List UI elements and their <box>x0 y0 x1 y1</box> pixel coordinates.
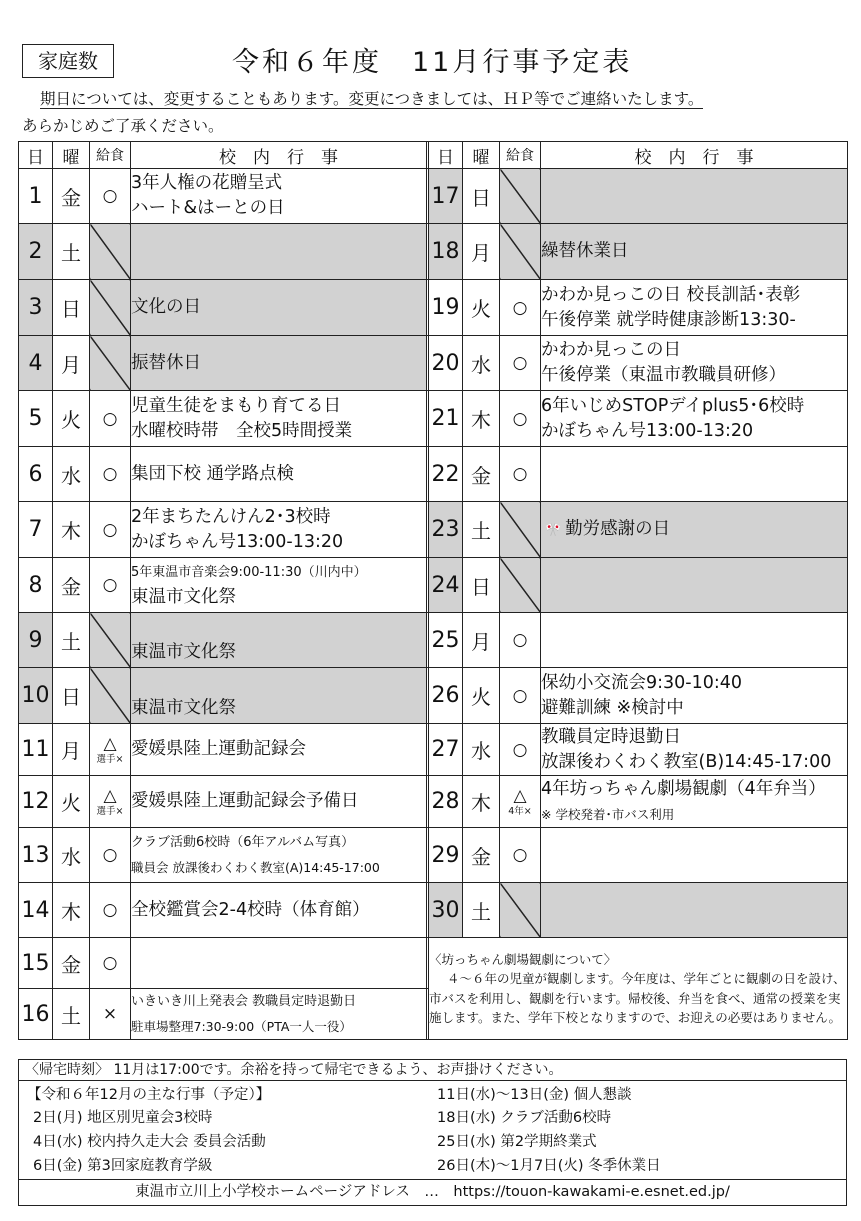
notice-line-1: 期日については、変更することもあります。変更につきましては、ＨＰ等でご連絡いたします。 <box>40 90 704 108</box>
lunch-cell <box>90 828 131 883</box>
document-label: 家庭数 <box>22 44 114 78</box>
weekday: 金 <box>53 558 90 613</box>
lunch-mark: △ <box>103 733 117 754</box>
lunch-mark: ○ <box>512 353 528 373</box>
event-text: 勤労感謝の日 <box>565 518 671 539</box>
lunch-cell <box>500 828 541 883</box>
calendar-row <box>19 613 848 668</box>
calendar-row <box>19 724 848 776</box>
event-line-1: 保幼小交流会9:30-10:40 <box>541 672 743 693</box>
day-number: 9 <box>19 613 53 668</box>
lunch-mark: ○ <box>102 186 118 206</box>
day-number: 8 <box>19 558 53 613</box>
event-cell <box>541 447 848 502</box>
day-number: 2 <box>19 224 53 280</box>
lunch-mark: △ <box>513 785 527 806</box>
lunch-cell <box>90 169 131 224</box>
lunch-mark: ○ <box>512 464 528 484</box>
december-item: 26日(木)～1月7日(火) 冬季休業日 <box>437 1158 661 1174</box>
lunch-mark: ○ <box>102 519 118 540</box>
weekday: 日 <box>53 280 90 336</box>
event-line-2: 東温市文化祭 <box>131 642 236 662</box>
lunch-cell <box>90 280 131 336</box>
event-line-1: いきいき川上発表会 教職員定時退勤日 <box>131 994 357 1009</box>
calendar-row <box>19 502 848 558</box>
weekday: 木 <box>53 502 90 558</box>
calendar-row <box>19 828 848 883</box>
day-number: 5 <box>19 391 53 447</box>
lunch-cell <box>500 724 541 776</box>
lunch-cell <box>500 391 541 447</box>
day-number: 13 <box>19 828 53 883</box>
lunch-cell <box>90 224 131 280</box>
note-body: ４～６年の児童が観劇します。今年度は、学年ごとに観劇の日を設け、市バスを利用し、観劇を行います。帰校後、弁当を食べ、通常の授業を実施します。また、学年下校となりますので、お迎えの必要はありません。 <box>429 971 846 1025</box>
lunch-mark: ○ <box>102 575 118 595</box>
event-line-2: 駐車場整理7:30-9:00（PTA一人一役） <box>131 1019 352 1034</box>
calendar-row <box>19 280 848 336</box>
december-events <box>18 1081 847 1180</box>
lunch-cell <box>500 336 541 391</box>
flags-icon: 🎌 <box>545 522 562 538</box>
december-item: 11日(水)～13日(金) 個人懇談 <box>437 1087 632 1103</box>
december-item: 6日(金) 第3回家庭教育学級 <box>33 1158 213 1174</box>
lunch-mark: ○ <box>512 845 528 865</box>
lunch-cell <box>90 883 131 938</box>
calendar-row <box>19 224 848 280</box>
weekday: 土 <box>53 613 90 668</box>
event-line-1: 2年まちたんけん2･3校時 <box>131 506 331 527</box>
event-line-1: 5年東温市音楽会9:00-11:30（川内中） <box>131 565 367 580</box>
lunch-note: 選手× <box>96 805 124 817</box>
weekday: 火 <box>463 280 500 336</box>
event-line-2: 水曜校時帯 全校5時間授業 <box>131 420 353 441</box>
lunch-cell <box>500 668 541 724</box>
event-line-1: 繰替休業日 <box>541 241 629 261</box>
lunch-cell <box>500 502 541 558</box>
weekday: 金 <box>53 938 90 989</box>
event-line-1: 振替休日 <box>131 352 201 373</box>
weekday: 月 <box>463 613 500 668</box>
event-line-1: 4年坊っちゃん劇場観劇（4年弁当） <box>541 778 826 799</box>
weekday: 木 <box>463 391 500 447</box>
event-cell <box>131 502 427 558</box>
event-line-1: 愛媛県陸上運動記録会予備日 <box>131 791 359 811</box>
day-number: 17 <box>429 169 463 224</box>
day-number: 14 <box>19 883 53 938</box>
event-cell <box>541 613 848 668</box>
col-header-lunch: 給食 <box>500 142 541 169</box>
day-number: 4 <box>19 336 53 391</box>
lunch-cell <box>500 613 541 668</box>
calendar-row <box>19 336 848 391</box>
lunch-mark: ○ <box>512 739 528 760</box>
lunch-mark: ○ <box>512 685 528 706</box>
event-cell <box>131 613 427 668</box>
event-line-1: 愛媛県陸上運動記録会 <box>131 739 306 759</box>
event-line-2: かぼちゃん号13:00-13:20 <box>541 420 754 441</box>
notice-line-2: あらかじめご了承ください。 <box>22 117 224 135</box>
day-number: 20 <box>429 336 463 391</box>
event-cell <box>131 224 427 280</box>
col-header-lunch: 給食 <box>90 142 131 169</box>
weekday: 火 <box>53 776 90 828</box>
calendar-row <box>19 447 848 502</box>
weekday: 日 <box>463 169 500 224</box>
event-cell <box>131 938 427 989</box>
col-header-day: 日 <box>19 142 53 169</box>
day-number: 26 <box>429 668 463 724</box>
event-line-1: 3年人権の花贈呈式 <box>131 173 283 193</box>
day-number: 21 <box>429 391 463 447</box>
lunch-cell <box>500 224 541 280</box>
day-number: 24 <box>429 558 463 613</box>
event-line-1: 6年いじめSTOPデイplus5･6校時 <box>541 395 805 416</box>
day-number: 27 <box>429 724 463 776</box>
calendar-row <box>19 668 848 724</box>
event-line-2: 午後停業（東温市教職員研修） <box>541 365 786 385</box>
lunch-cell <box>90 989 131 1040</box>
day-number: 16 <box>19 989 53 1040</box>
day-number: 12 <box>19 776 53 828</box>
calendar-row <box>19 883 848 938</box>
col-header-weekday: 曜 <box>463 142 500 169</box>
lunch-cell <box>90 776 131 828</box>
day-number: 10 <box>19 668 53 724</box>
lunch-mark: ○ <box>102 900 118 920</box>
lunch-cell <box>90 668 131 724</box>
event-cell <box>541 502 848 558</box>
day-number: 25 <box>429 613 463 668</box>
col-header-events: 校 内 行 事 <box>131 142 427 169</box>
homepage-address: 東温市立川上小学校ホームページアドレス … https://touon-kawakami-e.esnet.ed.jp/ <box>18 1180 847 1206</box>
event-line-1: クラブ活動6校時（6年アルバム写真） <box>131 835 355 850</box>
col-header-events: 校 内 行 事 <box>541 142 848 169</box>
weekday: 木 <box>463 776 500 828</box>
event-cell <box>131 776 427 828</box>
lunch-cell <box>90 724 131 776</box>
december-title: 【令和６年12月の主な行事（予定）】 <box>27 1087 271 1103</box>
day-number: 7 <box>19 502 53 558</box>
event-cell <box>541 169 848 224</box>
lunch-note: 選手× <box>96 753 124 765</box>
event-line-1: かわか見っこの日 校長訓話･表彰 <box>541 284 801 305</box>
col-header-weekday: 曜 <box>53 142 90 169</box>
event-cell <box>541 391 848 447</box>
event-cell <box>131 883 427 938</box>
day-number: 11 <box>19 724 53 776</box>
calendar-row <box>19 169 848 224</box>
lunch-cell <box>500 558 541 613</box>
event-cell <box>541 668 848 724</box>
weekday: 水 <box>463 336 500 391</box>
weekday: 土 <box>53 989 90 1040</box>
event-cell <box>131 558 427 613</box>
december-item: 2日(月) 地区別児童会3校時 <box>33 1110 213 1126</box>
weekday: 金 <box>463 447 500 502</box>
event-calendar-table <box>18 141 848 1040</box>
event-line-2: 東温市文化祭 <box>131 587 236 607</box>
bocchan-theater-note <box>429 938 848 1040</box>
event-cell <box>541 776 848 828</box>
day-number: 23 <box>429 502 463 558</box>
event-cell <box>541 828 848 883</box>
event-cell <box>131 668 427 724</box>
page-title: 令和６年度 11月行事予定表 <box>232 47 633 78</box>
lunch-cell <box>90 558 131 613</box>
lunch-mark: ○ <box>512 297 528 318</box>
event-cell <box>131 280 427 336</box>
calendar-row <box>19 938 848 989</box>
lunch-cell <box>500 280 541 336</box>
day-number: 22 <box>429 447 463 502</box>
calendar-row <box>19 776 848 828</box>
event-cell <box>541 883 848 938</box>
calendar-row <box>19 391 848 447</box>
event-line-1: 全校鑑賞会2-4校時（体育館） <box>131 899 370 920</box>
lunch-cell <box>90 391 131 447</box>
event-line-1: 児童生徒をまもり育てる日 <box>131 395 341 416</box>
event-cell <box>131 169 427 224</box>
weekday: 水 <box>53 828 90 883</box>
event-cell <box>541 336 848 391</box>
day-number: 6 <box>19 447 53 502</box>
event-cell <box>541 224 848 280</box>
event-line-1: 集団下校 通学路点検 <box>131 463 295 484</box>
lunch-cell <box>500 169 541 224</box>
day-number: 30 <box>429 883 463 938</box>
lunch-cell <box>500 776 541 828</box>
lunch-cell <box>90 613 131 668</box>
return-time-note: 〈帰宅時刻〉 11月は17:00です。余裕を持って帰宅できるよう、お声掛けください。 <box>18 1059 847 1081</box>
event-line-1 <box>541 517 847 543</box>
weekday: 日 <box>53 668 90 724</box>
lunch-mark: △ <box>103 785 117 806</box>
event-line-2: ハート&はーとの日 <box>131 198 285 218</box>
weekday: 金 <box>463 828 500 883</box>
day-number: 28 <box>429 776 463 828</box>
lunch-cell <box>500 447 541 502</box>
lunch-cell <box>90 447 131 502</box>
event-cell <box>541 558 848 613</box>
event-cell <box>131 336 427 391</box>
event-line-1: 教職員定時退勤日 <box>541 726 681 747</box>
day-number: 1 <box>19 169 53 224</box>
weekday: 水 <box>53 447 90 502</box>
day-number: 19 <box>429 280 463 336</box>
lunch-cell <box>90 502 131 558</box>
weekday: 土 <box>53 224 90 280</box>
weekday: 日 <box>463 558 500 613</box>
lunch-cell <box>500 883 541 938</box>
day-number: 18 <box>429 224 463 280</box>
weekday: 月 <box>53 336 90 391</box>
event-cell <box>541 280 848 336</box>
event-cell <box>131 828 427 883</box>
note-title: 〈坊っちゃん劇場観劇について〉 <box>429 951 617 967</box>
weekday: 火 <box>463 668 500 724</box>
weekday: 金 <box>53 169 90 224</box>
event-cell <box>131 391 427 447</box>
event-line-2: かぼちゃん号13:00-13:20 <box>131 531 344 552</box>
weekday: 月 <box>463 224 500 280</box>
day-number: 3 <box>19 280 53 336</box>
lunch-note: 4年× <box>508 805 532 817</box>
event-line-2: 東温市文化祭 <box>131 698 236 718</box>
day-number: 15 <box>19 938 53 989</box>
lunch-mark: × <box>102 1004 118 1024</box>
event-line-2: 職員会 放課後わくわく教室(A)14:45-17:00 <box>131 860 380 875</box>
lunch-cell <box>90 938 131 989</box>
weekday: 水 <box>463 724 500 776</box>
weekday: 土 <box>463 502 500 558</box>
calendar-row <box>19 558 848 613</box>
lunch-mark: ○ <box>102 408 118 429</box>
lunch-mark: ○ <box>102 464 118 484</box>
col-header-day: 日 <box>429 142 463 169</box>
event-line-2: ※ 学校発着･市バス利用 <box>541 806 675 822</box>
day-number: 29 <box>429 828 463 883</box>
event-line-1: かわか見っこの日 <box>541 340 681 360</box>
weekday: 火 <box>53 391 90 447</box>
event-cell <box>131 989 427 1040</box>
december-item: 25日(水) 第2学期終業式 <box>437 1134 597 1150</box>
event-line-2: 午後停業 就学時健康診断13:30- <box>541 309 796 330</box>
lunch-cell <box>90 336 131 391</box>
event-cell <box>541 724 848 776</box>
event-cell <box>131 447 427 502</box>
event-line-2: 放課後わくわく教室(B)14:45-17:00 <box>541 751 832 772</box>
lunch-mark: ○ <box>512 630 528 650</box>
weekday: 土 <box>463 883 500 938</box>
lunch-mark: ○ <box>102 845 118 865</box>
lunch-mark: ○ <box>102 953 118 973</box>
event-line-2: 避難訓練 ※検討中 <box>541 697 684 718</box>
december-item: 18日(水) クラブ活動6校時 <box>437 1110 612 1126</box>
weekday: 木 <box>53 883 90 938</box>
event-cell <box>131 724 427 776</box>
lunch-mark: ○ <box>512 408 528 429</box>
december-item: 4日(水) 校内持久走大会 委員会活動 <box>33 1134 266 1150</box>
event-line-1: 文化の日 <box>131 297 201 317</box>
weekday: 月 <box>53 724 90 776</box>
